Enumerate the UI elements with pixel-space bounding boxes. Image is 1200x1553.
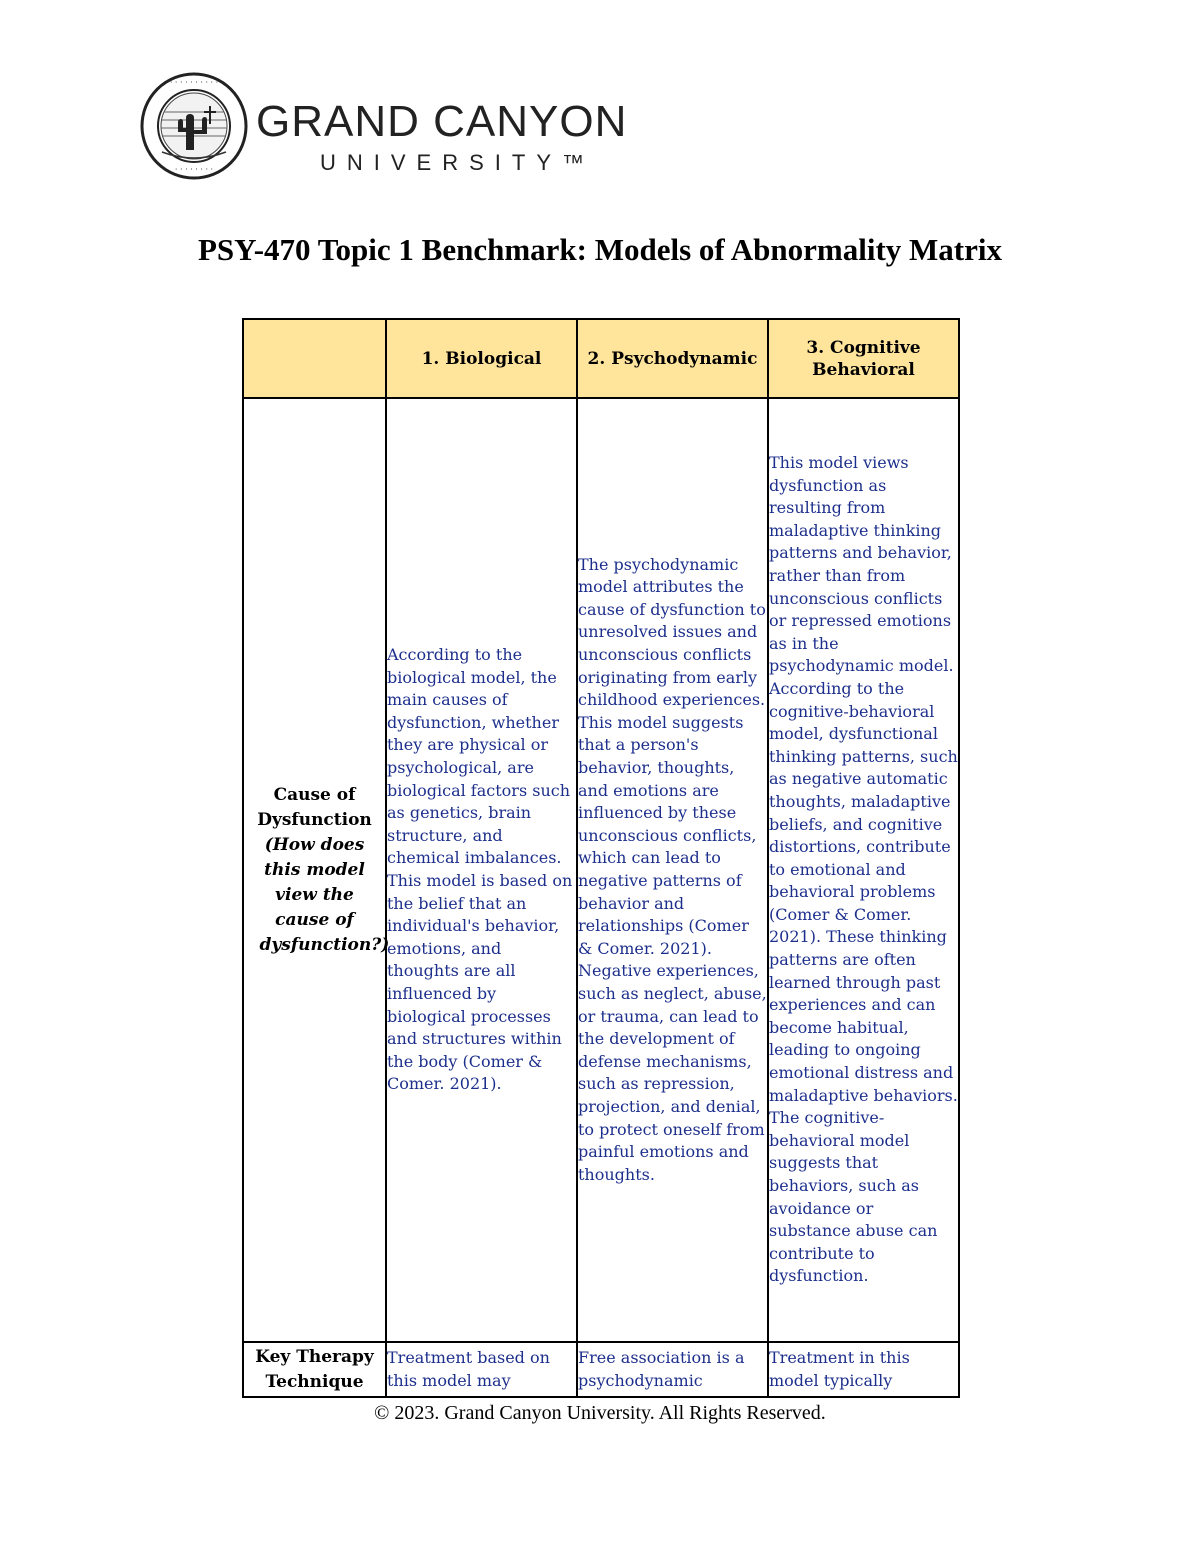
svg-text:· · · · · · · ·: · · · · · · · · — [174, 165, 214, 174]
cell-cognitive-therapy — [768, 1342, 959, 1397]
svg-text:· · · · · · · · · · · ·: · · · · · · · · · · · · — [164, 78, 224, 87]
row-label-cause — [243, 398, 390, 1342]
header-corner — [243, 319, 386, 398]
cell-cognitive-cause — [768, 398, 959, 1342]
cell-text: Treatment in this model typically — [769, 1347, 910, 1390]
cell-text: This model views dysfunction as resulting from maladaptive thinking patterns and behavior, rather than from unconscious conflicts or repressed emotions as in the psychodynamic model. According to the cognitive-behavioral model, dysfunctional thinking patterns, such as negative automatic thoughts, maladaptive beliefs, and cognitive distortions, contribute to emotional and behavioral problems (Comer & Comer. 2021). These thinking patterns are often learned through past experiences and can become habitual, leading to ongoing emotional distress and maladaptive behaviors. The cognitive-behavioral model suggests that behaviors, such as avoidance or substance abuse can contribute to dysfunction. — [769, 453, 958, 1286]
models-matrix-table — [242, 318, 960, 1398]
cell-text: According to the biological model, the main causes of dysfunction, whether they are physical or psychological, are biological factors such as genetics, brain structure, and chemical imbalances. This model is based on the belief that an individual's behavior, emotions, and thoughts are all influenced by biological processes and structures within the body (Comer & Comer. 2021). — [387, 645, 573, 1094]
cell-biological-cause — [386, 398, 577, 1342]
wordmark-line1: GRAND CANYON — [256, 97, 628, 146]
university-wordmark — [256, 97, 628, 176]
cell-text: Free association is a psychodynamic — [578, 1347, 745, 1390]
row-label-text: Cause of Dysfunction — [257, 784, 372, 830]
cell-psychodynamic-therapy — [577, 1342, 768, 1397]
page-title: PSY-470 Topic 1 Benchmark: Models of Abnormality Matrix — [197, 232, 1002, 267]
header-cognitive-behavioral — [768, 319, 959, 398]
cell-text: Treatment based on this model may — [387, 1347, 550, 1390]
cell-text: The psychodynamic model attributes the cause of dysfunction to unresolved issues and unconscious conflicts originating from early childhood experiences. This model suggests that a person's behavior, thoughts, and emotions are influenced by these unconscious conflicts, which can lead to negative patterns of behavior and relationships (Comer & Comer. 2021). Negative experiences, such as neglect, abuse, or trauma, can lead to the development of defense mechanisms, such as repression, projection, and denial, to protect oneself from painful emotions and thoughts. — [578, 554, 767, 1184]
table-header-row — [243, 319, 959, 398]
table-row — [243, 1342, 959, 1397]
copyright-footer: © 2023. Grand Canyon University. All Rights Reserved. — [374, 1402, 826, 1424]
cell-psychodynamic-cause — [577, 398, 768, 1342]
row-label-text: Key Therapy Technique — [255, 1346, 374, 1392]
row-sublabel-text: (How does this model view the cause of dysfunction?) — [259, 834, 390, 955]
university-logo — [140, 72, 628, 182]
table-row — [243, 398, 959, 1342]
university-seal-icon — [140, 72, 248, 180]
wordmark-line2: UNIVERSITY™ — [320, 150, 596, 175]
header-biological: 1. Biological — [386, 319, 577, 398]
cell-biological-therapy — [386, 1342, 577, 1397]
row-label-therapy — [243, 1342, 386, 1397]
header-psychodynamic: 2. Psychodynamic — [577, 319, 768, 398]
header-cognitive-behavioral-label: 3. Cognitive Behavioral — [806, 337, 921, 380]
